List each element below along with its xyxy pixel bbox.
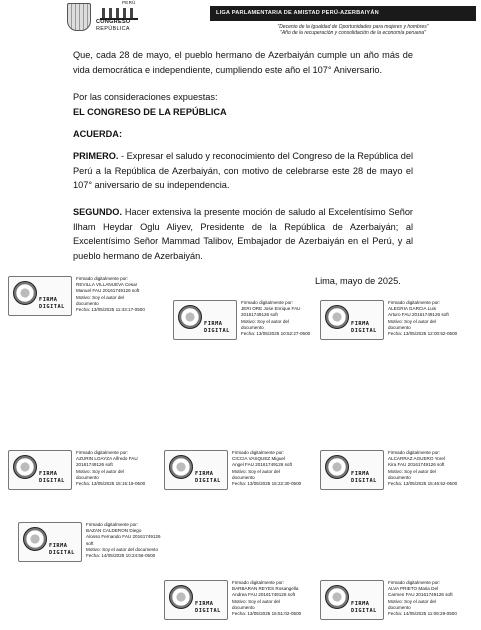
signature-line: documento (388, 324, 411, 330)
signature-line: Angel FAU 20161749126 soft (232, 462, 293, 468)
signature-line: REVILLA VILLANUEVA Cesar (76, 282, 138, 288)
firma-digital-label (351, 471, 377, 485)
signature-line: BAZAN CALDERON Diego (86, 528, 142, 534)
congress-seal-icon (325, 585, 349, 609)
firma-word: FIRMA (351, 321, 370, 327)
signature-line: Firmado digitalmente por: (232, 580, 285, 585)
congress-seal-icon (23, 527, 47, 551)
digital-word: DIGITAL (195, 608, 221, 614)
signature-line: 20161749126 soft (76, 462, 113, 468)
firma-digital-stamp (320, 580, 384, 620)
firma-digital-label (204, 321, 230, 335)
firma-digital-stamp (173, 300, 237, 340)
firma-word: FIRMA (351, 601, 370, 607)
segundo-label: SEGUNDO. (73, 207, 123, 217)
primero-text: - Expresar el saludo y reconocimiento del Congreso de la República del Perú a la República de Azerbaiyán, con motivo de celebrarse este 28 de mayo el 107° aniversario de su independencia. (73, 151, 413, 191)
firma-digital-label (351, 321, 377, 335)
league-title: LIGA PARLAMENTARIA DE AMISTAD PERÚ-AZERBAIYÁN (210, 6, 476, 21)
firma-digital-stamp (164, 580, 228, 620)
firma-word: FIRMA (204, 321, 223, 327)
firma-digital-stamp (164, 450, 228, 490)
signature-line: CICCIA VASQUEZ Miguel (232, 456, 286, 462)
signature-line: Arturo FAU 20161749126 soft (388, 312, 449, 318)
firma-word: FIRMA (39, 297, 58, 303)
digital-word: DIGITAL (204, 328, 230, 334)
coat-of-arms-icon (67, 3, 91, 31)
digital-word: DIGITAL (351, 478, 377, 484)
signature-info (388, 450, 481, 487)
signature-line: Fecha: 13/05/2025 10:52:27-0500 (241, 331, 311, 337)
signature-line: Fecha: 13/05/2025 12:00:52-0500 (388, 331, 458, 337)
signature-line: ALVA PRIETO Maria Del (388, 586, 439, 592)
signature-line: Firmado digitalmente por: (388, 580, 441, 585)
digital-word: DIGITAL (39, 478, 65, 484)
signature-line: Fecha: 13/05/2025 15:15:19-0500 (76, 481, 146, 487)
digital-word: DIGITAL (351, 608, 377, 614)
digital-word: DIGITAL (351, 328, 377, 334)
congress-seal-icon (169, 585, 193, 609)
congress-seal-icon (13, 455, 37, 479)
signature-line: soft (86, 540, 94, 546)
signature-line: Firmado digitalmente por: (76, 276, 129, 281)
signature-line: Firmado digitalmente por: (388, 450, 441, 455)
signature-line: documento (232, 604, 255, 610)
congress-seal-icon (178, 305, 202, 329)
firma-word: FIRMA (351, 471, 370, 477)
paragraph-segundo (73, 205, 413, 264)
signature-line: JERI ORE Jose Enrique FAU (241, 306, 301, 312)
signature-line: AZURIN LOAYZA Alfredo FAU (76, 456, 138, 462)
signature-line: Firmado digitalmente por: (241, 300, 294, 305)
signature-line: documento (388, 474, 411, 480)
motto-line-1: "Decenio de la Igualdad de Oportunidades para mujeres y hombres" (277, 24, 429, 30)
signature-line: Firmado digitalmente por: (232, 450, 285, 455)
congress-seal-icon (169, 455, 193, 479)
signature-line: Firmado digitalmente por: (86, 522, 139, 527)
signature-line: Alonso Fernando FAU 20161749126 (86, 534, 161, 540)
digital-word: DIGITAL (49, 550, 75, 556)
signature-line: Andrea FAU 20161749126 soft (232, 592, 296, 598)
firma-word: FIRMA (195, 601, 214, 607)
logo-country: PERÚ (122, 0, 136, 5)
signature-info (388, 580, 481, 617)
firma-digital-label (49, 543, 75, 557)
signature-line: 20161749126 soft (241, 312, 278, 318)
signature-line: documento (232, 474, 255, 480)
signature-line: Fecha: 13/05/2025 15:22:30-0500 (232, 481, 302, 487)
signature-line: Kira FAU 20161749126 soft (388, 462, 445, 468)
signature-line: Fecha: 14/05/2025 10:24:56-0500 (86, 553, 156, 559)
firma-digital-label (195, 601, 221, 615)
motto-line-2: "Año de la recuperación y consolidación de la economía peruana" (280, 30, 426, 36)
firma-digital-label (195, 471, 221, 485)
congress-seal-icon (325, 455, 349, 479)
place-date: Lima, mayo de 2025. (315, 276, 401, 286)
firma-digital-stamp (18, 522, 82, 562)
signature-line: Motivo: Soy el autor del (232, 468, 281, 474)
firma-digital-stamp (8, 450, 72, 490)
firma-digital-label (351, 601, 377, 615)
digital-word: DIGITAL (39, 304, 65, 310)
logo-republica: REPÚBLICA (96, 26, 130, 32)
signature-line: documento (76, 474, 99, 480)
signature-line: Fecha: 13/05/2025 15:46:52-0500 (388, 481, 458, 487)
signature-line: BARBARAN REYES Rosangella (232, 586, 299, 592)
signature-line: Fecha: 14/05/2025 11:09:29-0500 (388, 611, 457, 617)
congress-heading: EL CONGRESO DE LA REPÚBLICA (73, 107, 227, 117)
signature-line: Fecha: 13/05/2025 15:51:02-0500 (232, 611, 302, 617)
signature-line: Manuel FAU 20161749126 soft (76, 288, 140, 294)
firma-word: FIRMA (39, 471, 58, 477)
signature-line: ALCARRAZ AGUERO Yorel (388, 456, 445, 462)
firma-digital-stamp (320, 450, 384, 490)
signature-line: Motivo: Soy el autor del (232, 598, 281, 604)
congress-seal-icon (13, 281, 37, 305)
signature-line: Motivo: Soy el autor del (388, 598, 437, 604)
firma-digital-stamp (8, 276, 72, 316)
primero-label: PRIMERO. (73, 151, 119, 161)
signature-line: Firmado digitalmente por: (388, 300, 441, 305)
signature-line: Carmen FAU 20161749126 soft (388, 592, 453, 598)
digital-word: DIGITAL (195, 478, 221, 484)
congress-seal-icon (325, 305, 349, 329)
firma-digital-label (39, 471, 65, 485)
signature-line: Motivo: Soy el autor del (388, 468, 437, 474)
paragraph-anniversary: Que, cada 28 de mayo, el pueblo hermano de Azerbaiyán cumple un año más de vida democrática e independiente, cumpliendo este año el 107° Aniversario. (73, 50, 413, 75)
segundo-text: Hacer extensiva la presente moción de saludo al Excelentísimo Señor Ilham Heydar Oglu Aliyev, Presidente de la República de Azerbaiyán; al Excelentísimo Señor Mammad Talibov, Embajador de Azerbaiyán en el Perú, y al pueblo hermano de Azerbaiyán. (73, 207, 413, 262)
signature-line: Motivo: Soy el autor del (388, 318, 437, 324)
signature-info (388, 300, 481, 337)
signature-line: documento (388, 604, 411, 610)
firma-digital-label (39, 297, 65, 311)
signature-line: Motivo: Soy el autor del documento (86, 546, 159, 552)
firma-word: FIRMA (49, 543, 68, 549)
acuerda-heading: ACUERDA: (73, 129, 122, 139)
congress-building-icon (100, 4, 138, 20)
signature-line: ALEGRIA GARCIA Luis (388, 306, 436, 312)
paragraph-primero (73, 149, 413, 193)
signature-line: Motivo: Soy el autor del (76, 468, 125, 474)
signature-line: documento (241, 324, 264, 330)
signature-line: Fecha: 13/05/2025 11:43:17-0500 (76, 307, 145, 313)
signature-line: Firmado digitalmente por: (76, 450, 129, 455)
signature-line: Motivo: Soy el autor del (76, 294, 125, 300)
signature-info (86, 522, 196, 559)
firma-digital-stamp (320, 300, 384, 340)
signature-info (76, 276, 186, 313)
firma-word: FIRMA (195, 471, 214, 477)
paragraph-considerations: Por las consideraciones expuestas: (73, 92, 218, 102)
signature-line: Motivo: Soy el autor del (241, 318, 290, 324)
signature-line: documento (76, 300, 99, 306)
logo-congreso: CONGRESO (96, 19, 131, 25)
